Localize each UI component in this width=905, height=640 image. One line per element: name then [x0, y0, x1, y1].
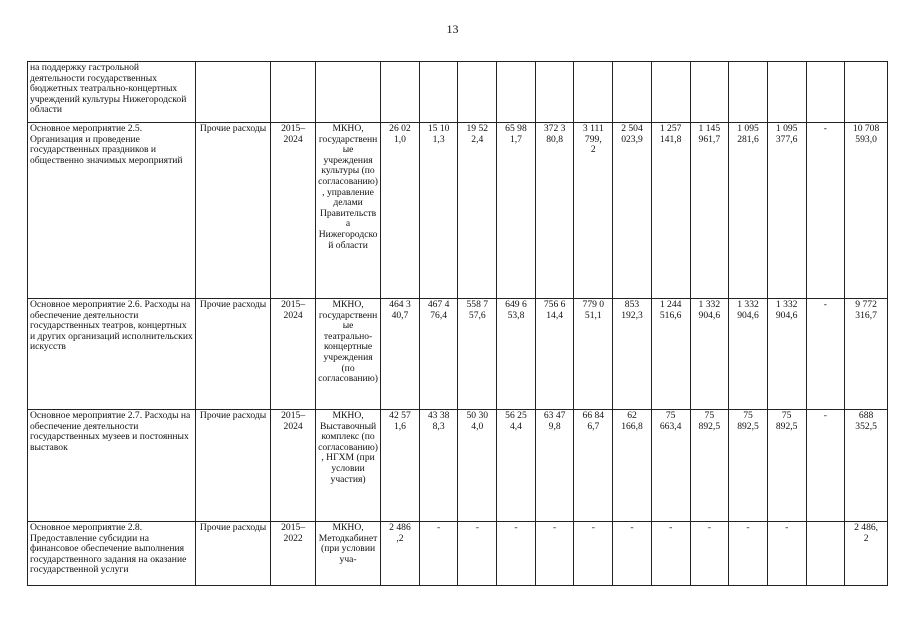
executor-cell: МКНО, Выставочный комплекс (по согласованию), НГХМ (при условии участия) [316, 410, 381, 522]
table-row [28, 123, 888, 299]
year-value-cell: - [613, 522, 652, 586]
year-value-cell: 3 111 799, 2 [574, 123, 613, 299]
year-value-cell: 1 095 377,6 [767, 123, 806, 299]
year-value-cell: - [806, 299, 845, 410]
year-value-cell: - [806, 123, 845, 299]
year-value-cell [729, 62, 768, 123]
year-value-cell: 75 892,5 [690, 410, 729, 522]
year-value-cell [458, 62, 497, 123]
year-value-cell [613, 62, 652, 123]
year-value-cell: 1 332 904,6 [729, 299, 768, 410]
year-value-cell [767, 62, 806, 123]
year-value-cell [651, 62, 690, 123]
year-value-cell: 649 6 53,8 [497, 299, 536, 410]
year-value-cell: 66 84 6,7 [574, 410, 613, 522]
total-cell: 2 486, 2 [845, 522, 888, 586]
table-row [28, 410, 888, 522]
activity-name-cell: Основное мероприятие 2.6. Расходы на обеспечение деятельности государственных театров, концертных и других организаций исполнительских искусств [28, 299, 196, 410]
year-value-cell: 15 10 1,3 [419, 123, 458, 299]
year-value-cell [690, 62, 729, 123]
year-value-cell: 62 166,8 [613, 410, 652, 522]
period-cell: 2015–2024 [271, 410, 316, 522]
executor-cell: МКНО, государственные театрально-концертные учреждения (по согласованию) [316, 299, 381, 410]
year-value-cell [806, 522, 845, 586]
executor-cell [316, 62, 381, 123]
year-value-cell [497, 62, 536, 123]
period-cell: 2015–2022 [271, 522, 316, 586]
year-value-cell: 464 3 40,7 [381, 299, 420, 410]
year-value-cell: - [574, 522, 613, 586]
year-value-cell: 1 145 961,7 [690, 123, 729, 299]
total-cell [845, 62, 888, 123]
year-value-cell: 467 4 76,4 [419, 299, 458, 410]
year-value-cell: 50 30 4,0 [458, 410, 497, 522]
activity-name-cell: Основное мероприятие 2.8. Предоставление субсидии на финансовое обеспечение выполнения государственного задания на оказание государственной услуги [28, 522, 196, 586]
year-value-cell: - [806, 410, 845, 522]
year-value-cell: - [497, 522, 536, 586]
year-value-cell: - [535, 522, 574, 586]
table-row [28, 522, 888, 586]
year-value-cell: - [767, 522, 806, 586]
period-cell [271, 62, 316, 123]
total-cell: 688 352,5 [845, 410, 888, 522]
executor-cell: МКНО, государственные учреждения культуры (по согласованию), управление делами Правительства Нижегородской области [316, 123, 381, 299]
year-value-cell: 75 663,4 [651, 410, 690, 522]
year-value-cell: - [690, 522, 729, 586]
year-value-cell: 372 3 80,8 [535, 123, 574, 299]
year-value-cell: 43 38 8,3 [419, 410, 458, 522]
activity-name-cell: Основное мероприятие 2.7. Расходы на обеспечение деятельности государственных музеев и постоянных выставок [28, 410, 196, 522]
total-cell: 10 708 593,0 [845, 123, 888, 299]
year-value-cell: 1 095 281,6 [729, 123, 768, 299]
budget-table [27, 61, 888, 586]
period-cell: 2015–2024 [271, 299, 316, 410]
funding-source-cell: Прочие расходы [195, 410, 270, 522]
page-number: 13 [446, 22, 459, 36]
year-value-cell [381, 62, 420, 123]
year-value-cell [535, 62, 574, 123]
funding-source-cell [195, 62, 270, 123]
year-value-cell: - [729, 522, 768, 586]
year-value-cell: 75 892,5 [767, 410, 806, 522]
year-value-cell: 75 892,5 [729, 410, 768, 522]
year-value-cell: 853 192,3 [613, 299, 652, 410]
activity-name-cell: Основное мероприятие 2.5. Организация и проведение государственных праздников и общественно значимых мероприятий [28, 123, 196, 299]
funding-source-cell: Прочие расходы [195, 299, 270, 410]
executor-cell: МКНО, Методкабинет (при условии уча- [316, 522, 381, 586]
year-value-cell: 42 57 1,6 [381, 410, 420, 522]
year-value-cell: - [458, 522, 497, 586]
year-value-cell: 63 47 9,8 [535, 410, 574, 522]
year-value-cell: 2 486 ,2 [381, 522, 420, 586]
year-value-cell: 1 332 904,6 [690, 299, 729, 410]
table-row [28, 299, 888, 410]
year-value-cell: 779 0 51,1 [574, 299, 613, 410]
year-value-cell: 65 98 1,7 [497, 123, 536, 299]
year-value-cell: - [419, 522, 458, 586]
year-value-cell [806, 62, 845, 123]
total-cell: 9 772 316,7 [845, 299, 888, 410]
year-value-cell [419, 62, 458, 123]
year-value-cell: - [651, 522, 690, 586]
year-value-cell: 1 244 516,6 [651, 299, 690, 410]
year-value-cell: 558 7 57,6 [458, 299, 497, 410]
year-value-cell: 2 504 023,9 [613, 123, 652, 299]
activity-name-cell: на поддержку гастрольной деятельности государственных бюджетных театрально-концертных учреждений культуры Нижегородской области [28, 62, 196, 123]
year-value-cell: 56 25 4,4 [497, 410, 536, 522]
year-value-cell: 19 52 2,4 [458, 123, 497, 299]
year-value-cell: 756 6 14,4 [535, 299, 574, 410]
period-cell: 2015–2024 [271, 123, 316, 299]
year-value-cell: 26 02 1,0 [381, 123, 420, 299]
year-value-cell [574, 62, 613, 123]
funding-source-cell: Прочие расходы [195, 522, 270, 586]
funding-source-cell: Прочие расходы [195, 123, 270, 299]
table-row [28, 62, 888, 123]
year-value-cell: 1 257 141,8 [651, 123, 690, 299]
year-value-cell: 1 332 904,6 [767, 299, 806, 410]
